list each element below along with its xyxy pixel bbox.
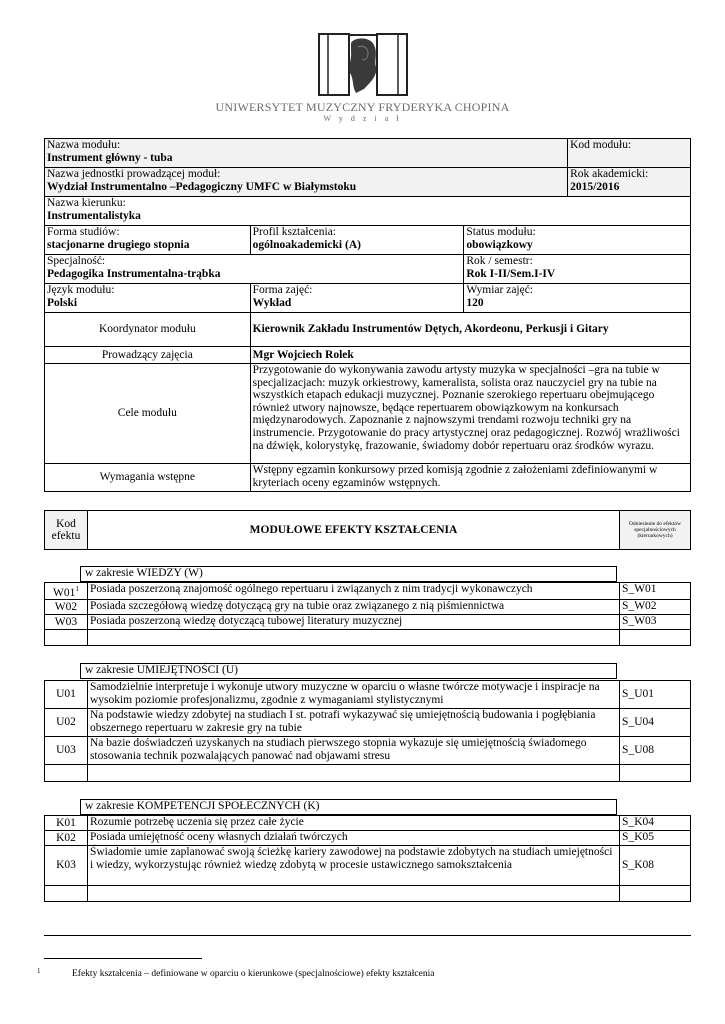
effect-code: K03 bbox=[45, 846, 88, 886]
effect-code: W02 bbox=[45, 600, 88, 615]
effect-code: K02 bbox=[45, 831, 88, 846]
footnote-separator bbox=[44, 958, 202, 959]
unit-name: Wydział Instrumentalno –Pedagogiczny UMFC w Białymstoku bbox=[47, 180, 357, 193]
table-row bbox=[45, 709, 691, 737]
effects-reference-header: Odniesienie do efektów specjalnościowych (kierunkowych) bbox=[620, 511, 691, 550]
module-name: Instrument główny - tuba bbox=[47, 151, 173, 164]
effect-text: Posiada umiejętność oceny własnych działań twórczych bbox=[87, 831, 619, 846]
knowledge-table bbox=[44, 582, 691, 646]
skills-heading: w zakresie UMIEJĘTNOŚCI (U) bbox=[80, 663, 617, 679]
study-form-cell: Forma studiów: stacjonarne drugiego stopnia bbox=[45, 226, 251, 255]
teacher-label: Prowadzący zajęcia bbox=[45, 347, 251, 364]
module-info-table bbox=[44, 138, 691, 492]
effect-code-header: Kod efektu bbox=[45, 511, 88, 550]
effect-code: K01 bbox=[45, 816, 88, 831]
class-form-cell: Forma zajęć: Wykład bbox=[250, 284, 464, 313]
goals-label: Cele modułu bbox=[45, 364, 251, 464]
teacher: Mgr Wojciech Rolek bbox=[250, 347, 690, 364]
requirements: Wstępny egzamin konkursowy przed komisją zgodnie z założeniami zdefiniowanymi w kryteriach oceny egzaminów wstępnych. bbox=[250, 464, 690, 492]
faculty-subtitle: W y d z i a ł bbox=[323, 114, 402, 123]
status-cell: Status modułu: obowiązkowy bbox=[464, 226, 691, 255]
requirements-label: Wymagania wstępne bbox=[45, 464, 251, 492]
effects-header-table bbox=[44, 510, 691, 550]
effect-reference: S_W02 bbox=[620, 600, 691, 615]
effect-code: U02 bbox=[45, 709, 88, 737]
table-row bbox=[45, 615, 691, 630]
footnote-mark: 1 bbox=[37, 967, 41, 975]
empty-row bbox=[45, 630, 691, 646]
skills-table bbox=[44, 680, 691, 782]
effect-reference: S_U01 bbox=[620, 681, 691, 709]
effects-title: MODUŁOWE EFEKTY KSZTAŁCENIA bbox=[87, 511, 619, 550]
academic-year: 2015/2016 bbox=[570, 180, 620, 193]
module-code-cell: Kod modułu: bbox=[568, 139, 691, 168]
effect-reference: S_U04 bbox=[620, 709, 691, 737]
effect-code: U03 bbox=[45, 737, 88, 765]
profile-cell: Profil kształcenia: ogólnoakademicki (A) bbox=[250, 226, 464, 255]
effect-text: Na bazie doświadczeń uzyskanych na studiach pierwszego stopnia wykazuje się umiejętnością świadomego stosowania technik pozwalających panować nad objawami stresu bbox=[87, 737, 619, 765]
table-row bbox=[45, 583, 691, 600]
table-row bbox=[45, 816, 691, 831]
university-logo bbox=[318, 33, 408, 96]
university-name: UNIWERSYTET MUZYCZNY FRYDERYKA CHOPINA bbox=[215, 100, 510, 114]
effect-reference: S_K05 bbox=[620, 831, 691, 846]
divider bbox=[44, 935, 691, 936]
coordinator-label: Koordynator modułu bbox=[45, 313, 251, 347]
effect-reference: S_W01 bbox=[620, 583, 691, 600]
effect-text: Świadomie umie zaplanować swoją ścieżkę kariery zawodowej na podstawie zdobytych na studiach umiejętności i wiedzy, wykorzystując również wiedzę zdobytą w procesie ustawicznego samokształcenia bbox=[87, 846, 619, 886]
effect-reference: S_U08 bbox=[620, 737, 691, 765]
direction-cell: Nazwa kierunku: Instrumentalistyka bbox=[45, 197, 691, 226]
hours-cell: Wymiar zajęć: 120 bbox=[464, 284, 691, 313]
goals: Przygotowanie do wykonywania zawodu artysty muzyka w specjalności –gra na tubie w specjalizacjach: muzyk orkiestrowy, kameralista, solista oraz nauczyciel gry na tubie na wszystkich etapach edukacji muzycznej. Poznanie szerokiego repertuaru obejmującego również utwory najnowsze, będące repertuarem obowiązkowym na konkursach międzynarodowych. Zapoznanie z najnowszymi trendami rozwoju techniki gry na instrumencie. Przygotowanie do pracy artystycznej oraz pedagogicznej. Rozwój wrażliwości na dźwięk, kolorystykę, frazowanie, świadomy dobór repertuaru oraz środków wyrazu. bbox=[250, 364, 690, 464]
effect-code: U01 bbox=[45, 681, 88, 709]
semester: Rok I-II/Sem.I-IV bbox=[466, 267, 556, 280]
year-cell: Rok akademicki: 2015/2016 bbox=[568, 168, 691, 197]
footnote-text: Efekty kształcenia – definiowane w oparciu o kierunkowe (specjalnościowe) efekty kształcenia bbox=[72, 969, 435, 979]
effect-text: Posiada poszerzoną znajomość ogólnego repertuaru i związanych z nim tradycji wykonawczych bbox=[87, 583, 619, 600]
effect-reference: S_K04 bbox=[620, 816, 691, 831]
empty-row bbox=[45, 886, 691, 902]
empty-row bbox=[45, 765, 691, 782]
specialty: Pedagogika Instrumentalna-trąbka bbox=[47, 267, 221, 280]
effect-text: Posiada szczegółową wiedzę dotyczącą gry na tubie oraz związanego z nią piśmiennictwa bbox=[87, 600, 619, 615]
effect-text: Posiada poszerzoną wiedzę dotyczącą tubowej literatury muzycznej bbox=[87, 615, 619, 630]
class-form: Wykład bbox=[252, 296, 292, 309]
effect-reference: S_K08 bbox=[620, 846, 691, 886]
module-name-cell: Nazwa modułu: Instrument główny - tuba bbox=[45, 139, 568, 168]
table-row bbox=[45, 681, 691, 709]
unit-cell: Nazwa jednostki prowadzącej moduł: Wydział Instrumentalno –Pedagogiczny UMFC w Białymstoku bbox=[45, 168, 568, 197]
table-row bbox=[45, 737, 691, 765]
specialty-cell: Specjalność: Pedagogika Instrumentalna-trąbka bbox=[45, 255, 464, 284]
table-row bbox=[45, 831, 691, 846]
table-row bbox=[45, 846, 691, 886]
social-heading: w zakresie KOMPETENCJI SPOŁECZNYCH (K) bbox=[80, 799, 617, 815]
effect-reference: S_W03 bbox=[620, 615, 691, 630]
language: Polski bbox=[47, 296, 78, 309]
table-row bbox=[45, 600, 691, 615]
direction-name: Instrumentalistyka bbox=[47, 209, 141, 222]
study-form: stacjonarne drugiego stopnia bbox=[47, 238, 190, 251]
coordinator: Kierownik Zakładu Instrumentów Dętych, Akordeonu, Perkusji i Gitary bbox=[250, 313, 690, 347]
profile: ogólnoakademicki (A) bbox=[252, 238, 361, 251]
effect-text: Na podstawie wiedzy zdobytej na studiach I st. potrafi wykazywać się umiejętnością budowania i pogłębiania obszernego repertuaru w zakresie gry na tubie bbox=[87, 709, 619, 737]
hours: 120 bbox=[466, 296, 484, 309]
effect-code: $W01^1$ bbox=[45, 583, 88, 600]
effect-code: W03 bbox=[45, 615, 88, 630]
knowledge-heading: w zakresie WIEDZY (W) bbox=[80, 566, 617, 582]
module-status: obowiązkowy bbox=[466, 238, 533, 251]
language-cell: Język modułu: Polski bbox=[45, 284, 251, 313]
effect-text: Rozumie potrzebę uczenia się przez całe życie bbox=[87, 816, 619, 831]
social-table bbox=[44, 815, 691, 902]
effect-text: Samodzielnie interpretuje i wykonuje utwory muzyczne w oparciu o własne twórcze motywacje i inspiracje na wysokim poziomie profesjonalizmu, zgodnie z wymaganiami stylistycznymi bbox=[87, 681, 619, 709]
semester-cell: Rok / semestr: Rok I-II/Sem.I-IV bbox=[464, 255, 691, 284]
